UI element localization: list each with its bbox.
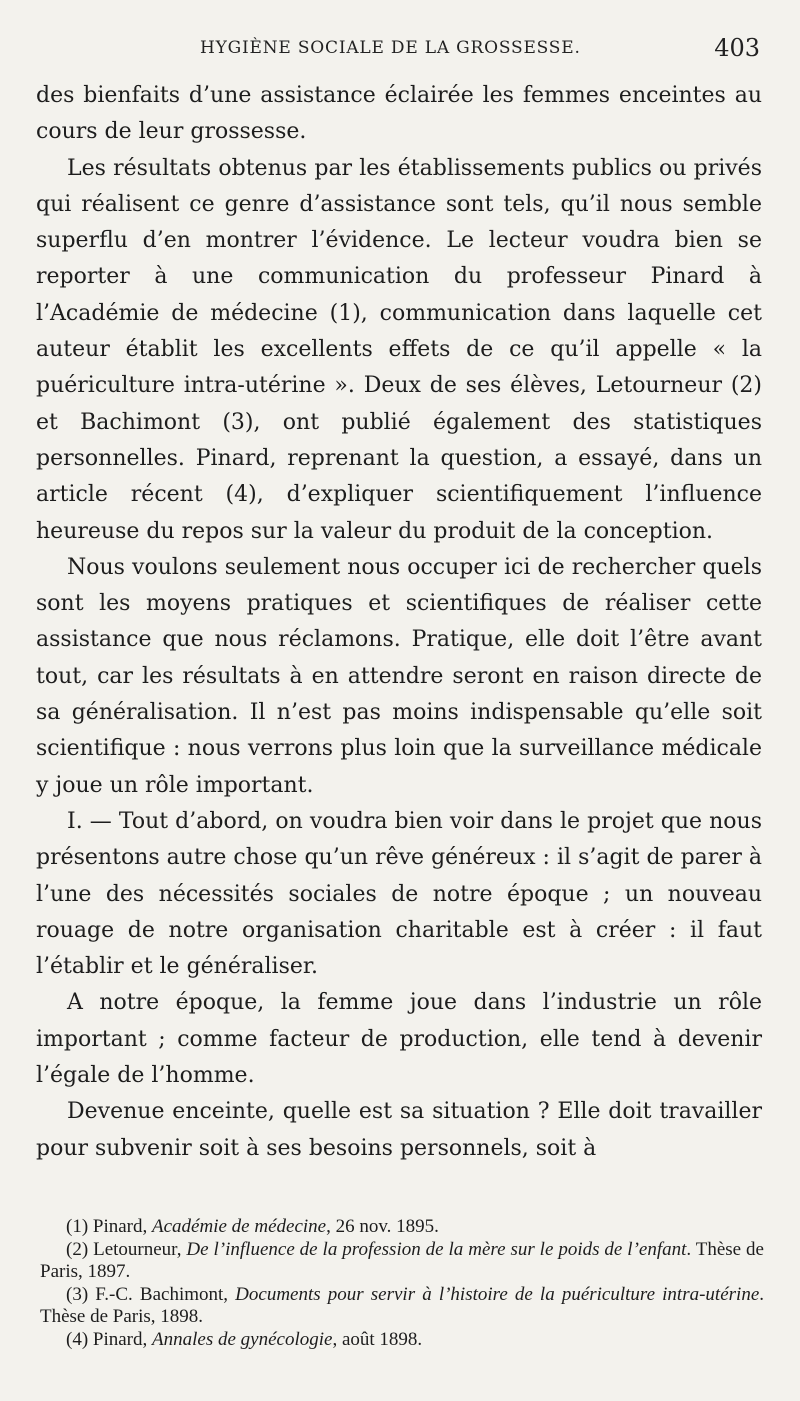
paragraph-5: A notre époque, la femme joue dans l’industrie un rôle important ; comme facteur de production, elle tend à devenir l’égale de l’homme.	[36, 990, 762, 1089]
paragraph-4: I. — Tout d’abord, on voudra bien voir dans le projet que nous présentons autre chose qu’un rêve généreux : il s’agit de parer à l’une des nécessités sociales de notre époque ; un nouveau rouage de notre organisation charitable est à créer : il faut l’établir et le généraliser.	[36, 808, 762, 980]
footnote-2-title: De l’influence de la profession de la mère sur le poids de l’enfant	[186, 1238, 687, 1260]
footnote-3-title: Documents pour servir à l’histoire de la puériculture intra-utérine	[235, 1283, 760, 1305]
running-title: HYGIÈNE SOCIALE DE LA GROSSESSE.	[200, 38, 581, 58]
footnote-1-details: , 26 nov. 1895.	[326, 1216, 439, 1237]
footnote-1-author: (1) Pinard,	[66, 1216, 153, 1237]
footnote-2-author: (2) Letourneur,	[66, 1238, 187, 1260]
footnote-3-author: (3) F.-C. Bachimont,	[66, 1283, 236, 1305]
footnote-3	[40, 1284, 764, 1329]
footnote-2	[40, 1239, 764, 1284]
footnote-4-title: Annales de gynécologie	[152, 1328, 333, 1350]
footnote-4-author: (4) Pinard,	[66, 1328, 153, 1350]
footnote-1	[40, 1216, 764, 1239]
footnote-3-details: . Thèse de Paris, 1898.	[40, 1283, 764, 1328]
page-header	[52, 34, 762, 64]
paragraph-3: Nous voulons seulement nous occuper ici de rechercher quels sont les moyens pratiques et scientifiques de réaliser cette assistance que nous réclamons. Pratique, elle doit l’être avant tout, car les résultats à en attendre seront en raison directe de sa généralisation. Il n’est pas moins indispensable qu’elle soit scientifique : nous verrons plus loin que la surveillance médicale y joue un rôle important.	[36, 554, 762, 798]
page-number: 403	[714, 34, 760, 62]
footnote-4-details: , août 1898.	[332, 1328, 423, 1350]
body-text	[36, 78, 762, 1167]
footnote-1-title: Académie de médecine	[152, 1216, 327, 1237]
footnotes	[40, 1216, 764, 1352]
paragraph-6: Devenue enceinte, quelle est sa situation ? Elle doit travailler pour subvenir soit à ses besoins personnels, soit à	[36, 1099, 762, 1161]
footnote-4	[40, 1329, 764, 1352]
footnote-2-details: . Thèse de Paris, 1897.	[40, 1238, 764, 1283]
paragraph-1: des bienfaits d’une assistance éclairée les femmes enceintes au cours de leur grossesse.	[36, 83, 762, 145]
paragraph-2: Les résultats obtenus par les établissements publics ou privés qui réalisent ce genre d’assistance sont tels, qu’il nous semble superflu d’en montrer l’évidence. Le lecteur voudra bien se reporter à une communication du professeur Pinard à l’Académie de médecine (1), communication dans laquelle cet auteur établit les excellents effets de ce qu’il appelle « la puériculture intra-utérine ». Deux de ses élèves, Letourneur (2) et Bachimont (3), ont publié également des statistiques personnelles. Pinard, reprenant la question, a essayé, dans un article récent (4), d’expliquer scientifiquement l’influence heureuse du repos sur la valeur du produit de la conception.	[36, 155, 762, 544]
